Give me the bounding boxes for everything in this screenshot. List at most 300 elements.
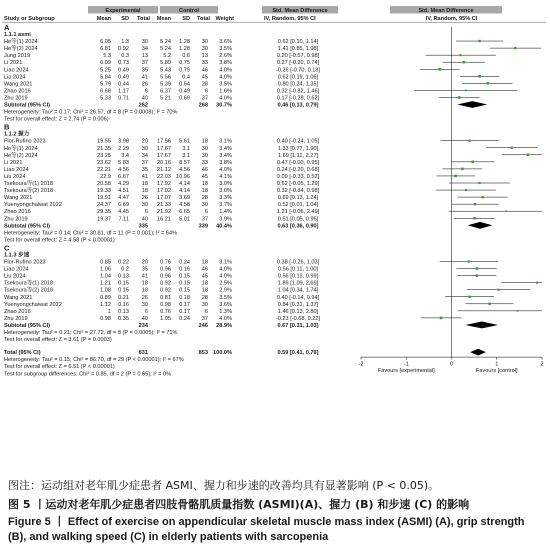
study-row-1-7-weight: 3.0% (219, 188, 232, 195)
study-row-1-1-s1: 2.29 (118, 145, 129, 152)
study-row-2-3-n2: 18 (201, 280, 208, 287)
study-row-2-3-name: Tsekoura等(1) 2018 (4, 280, 54, 287)
study-row-2-3-s1: 0.15 (118, 280, 129, 287)
study-row-2-5-n1: 26 (141, 294, 148, 301)
study-row-0-4-ci: -0.26 [-0.70, 0.18] (275, 67, 321, 74)
header-smd-plot: Std. Mean Difference (418, 7, 474, 14)
study-row-1-3-n2: 33 (201, 159, 208, 166)
study-row-2-2-name: Liu 2024 (4, 273, 26, 280)
study-row-1-3-s1: 5.83 (118, 159, 129, 166)
study-row-2-7-m1: 1 (107, 308, 111, 315)
footer-line-1: Test for overall effect: Z = 6.51 (P < 0.00001) (4, 364, 115, 371)
study-row-2-1-ci: 0.56 [0.11, 1.00] (277, 266, 319, 273)
study-row-0-1-s1: 0.92 (118, 46, 129, 53)
study-row-2-0-m2: 0.76 (160, 259, 171, 266)
study-row-2-8-s1: 0.35 (118, 315, 129, 322)
study-row-0-2-m2: 5.2 (163, 53, 171, 60)
study-row-0-0-s1: 1.3 (121, 39, 129, 46)
study-row-1-11-weight: 3.9% (219, 216, 232, 223)
study-row-0-0-name: He等(1) 2024 (4, 39, 38, 46)
study-row-0-8-m2: 5.21 (160, 95, 171, 102)
study-row-0-5-ci: 0.62 [0.19, 1.06] (277, 74, 319, 81)
study-row-1-9-n1: 30 (141, 202, 148, 209)
study-row-1-2-ci: 1.69 [1.11, 2.27] (277, 152, 319, 159)
study-row-2-5-box (468, 296, 470, 298)
study-row-2-2-m2: 0.96 (160, 273, 171, 280)
study-row-2-4-box (497, 289, 499, 291)
study-row-1-9-weight: 3.7% (219, 202, 232, 209)
study-row-0-4-box (438, 68, 441, 71)
footer-line-2: Test for subgroup differences: Chi² = 0.85, df = 2 (P = 0.65), I² = 0% (4, 371, 172, 378)
study-row-1-3-box (472, 161, 475, 164)
study-row-0-6-name: Wang 2021 (4, 81, 33, 88)
study-row-0-8-s2: 0.69 (179, 95, 190, 102)
study-row-1-6-weight: 3.0% (219, 181, 232, 187)
study-row-1-5-ci: 0.09 [-0.33, 0.52] (276, 173, 320, 180)
study-row-1-4-s1: 4.56 (118, 166, 129, 173)
study-row-0-2-weight: 2.6% (219, 53, 232, 60)
study-row-0-8-weight: 4.0% (219, 95, 232, 102)
subtotal-0-n1: 262 (138, 102, 148, 109)
study-row-0-7-n2: 6 (204, 88, 208, 95)
study-row-0-8-m1: 5.33 (100, 95, 111, 102)
study-row-1-3-name: Li 2021 (4, 159, 23, 166)
study-row-2-5-n2: 28 (201, 294, 208, 301)
study-row-2-8-box (440, 317, 443, 320)
study-row-1-4-name: Liao 2024 (4, 166, 29, 173)
study-row-1-11-n2: 37 (201, 216, 208, 223)
study-row-1-10-n2: 6 (204, 209, 208, 216)
study-row-2-8-m2: 1.05 (160, 315, 171, 322)
study-row-1-8-box (482, 196, 484, 198)
study-row-2-5-name: Wang 2021 (4, 294, 33, 301)
study-row-2-2-weight: 4.0% (219, 273, 232, 280)
study-row-0-1-n1: 34 (141, 46, 148, 53)
study-row-0-4-s1: 0.49 (118, 67, 129, 74)
study-row-0-8-name: Zhu 2019 (4, 95, 28, 102)
study-row-1-1-m2: 17.67 (157, 145, 171, 152)
study-row-0-3-m1: 6.09 (100, 60, 111, 67)
study-row-1-0-m2: 17.56 (157, 138, 171, 145)
study-row-1-4-s2: 4.56 (179, 166, 190, 173)
x-tick-label-4: 2 (540, 361, 544, 368)
study-row-2-4-ci: 1.04 [0.34, 1.74] (277, 287, 319, 294)
study-row-0-7-m1: 6.68 (100, 88, 111, 95)
study-row-1-10-s2: 6.65 (179, 209, 190, 216)
study-row-1-0-n1: 20 (141, 138, 148, 145)
study-row-2-5-m2: 0.81 (160, 294, 171, 301)
study-row-1-2-m1: 23.25 (97, 152, 111, 159)
study-row-1-7-n2: 18 (201, 188, 208, 195)
study-row-2-8-n2: 37 (201, 315, 208, 322)
study-row-1-9-name: Yuenyongchaiwat 2022 (4, 202, 62, 209)
study-row-0-7-weight: 1.6% (219, 88, 232, 95)
study-row-1-7-m1: 19.33 (97, 188, 111, 195)
study-row-1-7-n1: 18 (141, 188, 148, 195)
study-row-1-1-weight: 3.4% (219, 145, 232, 152)
study-row-2-0-n2: 18 (201, 259, 208, 266)
subtotal-2-label: Subtotal (95% CI) (4, 322, 50, 329)
study-row-2-6-n1: 30 (141, 301, 148, 308)
subtotal-1-weight: 40.4% (216, 223, 232, 230)
study-row-1-4-box (461, 168, 464, 171)
study-row-1-1-n2: 30 (201, 145, 208, 152)
col-smd-method: IV, Random, 95% CI (264, 16, 316, 22)
study-row-0-5-m1: 5.84 (100, 74, 111, 81)
study-row-1-6-s2: 4.14 (179, 181, 190, 187)
total-label: Total (95% CI) (4, 350, 41, 357)
col-weight: Weight (215, 16, 234, 22)
study-row-2-8-m1: 0.98 (100, 315, 111, 322)
study-row-2-4-name: Tsekoura等(2) 2018 (4, 287, 54, 294)
study-row-0-6-s2: 0.54 (179, 81, 190, 88)
study-row-1-4-weight: 4.0% (219, 166, 232, 173)
study-row-1-9-ci: 0.52 [0.01, 1.04] (277, 202, 319, 209)
study-row-1-6-n2: 18 (201, 181, 208, 187)
study-row-0-7-name: Zhao 2016 (4, 88, 31, 95)
study-row-1-9-m2: 21.33 (157, 202, 171, 209)
study-row-1-10-n1: 6 (144, 209, 148, 216)
study-row-2-6-weight: 3.6% (219, 301, 232, 308)
subgroup-title-2: 1.1.3 步速 (4, 252, 30, 259)
figure-title-cn: 图 5 丨运动对老年肌少症患者四肢骨骼肌质量指数 (ASMI)(A)、握力 (B) 和步速 (C) 的影响 (8, 498, 470, 511)
favours-left: Favours [experimental] (377, 368, 435, 375)
subtotal-1-ci: 0.63 [0.36, 0.90] (277, 223, 319, 230)
study-row-0-5-box (478, 75, 481, 78)
study-row-1-1-ci: 1.33 [0.77, 1.90] (277, 145, 319, 152)
subtotal-0-diamond (457, 101, 487, 108)
col-mean-exp: Mean (96, 16, 111, 22)
header-smd: Std. Mean Difference (272, 7, 328, 14)
study-row-2-1-m2: 0.96 (160, 266, 171, 273)
study-row-1-0-box (468, 140, 470, 142)
study-row-2-4-s1: 0.15 (118, 287, 129, 294)
study-row-1-8-m1: 19.91 (97, 195, 111, 202)
study-row-1-11-n1: 40 (141, 216, 148, 223)
study-row-0-4-weight: 4.0% (219, 67, 232, 74)
subtotal-2-ci: 0.67 [0.31, 1.03] (277, 322, 319, 329)
study-row-1-5-weight: 4.1% (219, 173, 232, 180)
study-row-2-1-s2: 0.16 (179, 266, 190, 273)
study-row-0-2-m1: 5.3 (103, 53, 111, 60)
study-row-1-10-name: Zhao 2016 (4, 209, 31, 216)
study-row-0-5-n1: 41 (141, 74, 148, 81)
study-row-2-0-n1: 20 (141, 259, 148, 266)
study-row-2-8-ci: -0.23 [-0.68, 0.22] (275, 315, 321, 322)
study-row-2-1-name: Liao 2024 (4, 266, 29, 273)
x-tick-label-3: 1 (495, 361, 499, 368)
study-row-0-2-s2: 0.6 (182, 53, 190, 60)
study-row-1-10-m1: 29.35 (97, 209, 111, 216)
study-row-0-5-m2: 5.56 (160, 74, 171, 81)
study-row-1-5-box (454, 175, 457, 178)
study-row-1-9-n2: 30 (201, 202, 208, 209)
study-row-2-1-s1: 0.2 (121, 266, 129, 273)
study-row-1-9-m1: 24.37 (97, 202, 111, 209)
study-row-1-11-m2: 16.21 (157, 216, 171, 223)
study-row-2-8-weight: 4.0% (219, 315, 232, 322)
study-row-2-4-m2: 0.92 (160, 287, 171, 294)
study-row-2-6-s1: 0.16 (118, 301, 129, 308)
study-row-2-8-s2: 0.24 (179, 315, 190, 322)
study-row-1-6-m2: 17.92 (157, 181, 171, 187)
study-row-1-3-m1: 23.62 (97, 159, 111, 166)
study-row-0-4-m1: 5.25 (100, 67, 111, 74)
study-row-2-3-weight: 2.5% (219, 280, 232, 287)
study-row-1-7-s1: 4.51 (118, 188, 129, 195)
study-row-2-6-n2: 30 (201, 301, 208, 308)
study-row-0-0-box (478, 40, 480, 42)
subtotal-2-n2: 246 (198, 322, 208, 329)
study-row-0-1-n2: 30 (201, 46, 208, 53)
study-row-0-7-box (465, 90, 467, 92)
study-row-1-10-m2: 21.92 (157, 209, 171, 216)
footer-line-0: Heterogeneity: Tau² = 0.15; Chi² = 86.70, df = 29 (P < 0.00001); I² = 67% (4, 357, 184, 364)
study-row-1-8-name: Wang 2021 (4, 195, 33, 202)
study-row-0-3-box (462, 61, 465, 64)
study-row-0-6-n2: 28 (201, 81, 208, 88)
study-row-1-7-box (465, 189, 467, 191)
study-row-1-11-s2: 5.01 (179, 216, 190, 223)
study-row-1-1-name: He等(1) 2024 (4, 145, 38, 152)
study-row-1-5-name: Liu 2024 (4, 173, 26, 180)
study-row-0-5-s1: 0.49 (118, 74, 129, 81)
subgroup-letter-a: A (4, 23, 10, 32)
study-row-0-6-box (486, 82, 488, 84)
study-row-1-2-weight: 3.4% (219, 152, 232, 159)
study-row-1-11-m1: 19.37 (97, 216, 111, 223)
study-row-1-2-n1: 34 (141, 152, 148, 159)
study-row-2-0-name: Flor-Rufino 2023 (4, 259, 46, 266)
col-sd-ctl: SD (182, 16, 190, 22)
total-weight: 100.0% (213, 350, 232, 357)
study-row-0-7-n1: 6 (144, 88, 148, 95)
total-ci: 0.59 [0.41, 0.76] (277, 350, 319, 357)
col-total-exp: Total (137, 16, 150, 22)
study-row-1-0-s1: 3.98 (118, 138, 129, 145)
overall-effect-0: Test for overall effect: Z = 2.74 (P = 0.006) (4, 116, 109, 123)
study-row-2-5-m1: 0.89 (100, 294, 111, 301)
study-row-2-2-s2: 0.15 (179, 273, 190, 280)
study-row-0-8-n2: 37 (201, 95, 208, 102)
study-row-0-2-n1: 13 (141, 53, 148, 60)
study-row-0-0-m2: 5.24 (160, 39, 171, 46)
study-row-1-5-m1: 22.9 (100, 173, 111, 180)
study-row-0-1-weight: 3.5% (219, 46, 232, 53)
study-row-2-3-box (536, 282, 538, 284)
study-row-0-1-box (514, 47, 516, 49)
study-row-1-7-name: Tsekoura等(2) 2018 (4, 188, 54, 195)
study-row-1-6-ci: 0.62 [-0.05, 1.29] (276, 181, 320, 187)
study-row-2-8-n1: 40 (141, 315, 148, 322)
study-row-0-3-m2: 5.89 (160, 60, 171, 67)
study-row-2-7-weight: 1.3% (219, 308, 232, 315)
study-row-0-1-name: He等(2) 2024 (4, 46, 38, 53)
study-row-2-6-ci: 0.84 [0.31, 1.37] (277, 301, 319, 308)
study-row-2-1-n1: 35 (141, 266, 148, 273)
study-row-2-2-n2: 45 (201, 273, 208, 280)
study-row-0-3-n1: 37 (141, 60, 148, 67)
study-row-1-11-name: Zhu 2019 (4, 216, 28, 223)
study-row-1-1-m1: 21.35 (97, 145, 111, 152)
study-row-0-6-n1: 26 (141, 81, 148, 88)
study-row-1-2-s2: 3.1 (182, 152, 190, 159)
study-row-0-8-s1: 0.71 (118, 95, 129, 102)
study-row-2-6-name: Yuenyongchaiwat 2022 (4, 301, 62, 308)
study-row-1-6-name: Tsekoura等(1) 2018 (4, 181, 54, 187)
study-row-0-7-m2: 6.37 (160, 88, 171, 95)
study-row-0-0-ci: 0.62 [0.10, 1.14] (277, 39, 319, 46)
subtotal-1-n1: 335 (138, 223, 148, 230)
study-row-1-0-m1: 19.55 (97, 138, 111, 145)
study-row-1-10-s1: 4.45 (118, 209, 129, 216)
study-row-2-5-weight: 3.5% (219, 294, 232, 301)
study-row-1-7-s2: 4.14 (179, 188, 190, 195)
study-row-0-1-ci: 1.41 [0.85, 1.98] (277, 46, 319, 53)
col-mean-ctl: Mean (156, 16, 171, 22)
study-row-2-2-m1: 1.04 (100, 273, 111, 280)
study-row-0-6-m1: 5.79 (100, 81, 111, 88)
study-row-1-5-n1: 41 (141, 173, 148, 180)
study-row-0-5-weight: 4.0% (219, 74, 232, 81)
study-row-0-6-m2: 5.39 (160, 81, 171, 88)
study-row-0-2-name: Jung 2019 (4, 53, 31, 60)
overall-effect-1: Test for overall effect: Z = 4.58 (P < 0.00001) (4, 237, 115, 244)
study-row-1-2-s1: 3.4 (121, 152, 129, 159)
total-diamond (470, 349, 486, 356)
subtotal-2-weight: 28.9% (216, 322, 232, 329)
study-row-2-2-box (476, 274, 479, 277)
study-row-1-2-box (527, 154, 529, 156)
subtotal-0-ci: 0.46 [0.13, 0.79] (277, 102, 319, 109)
study-row-2-4-weight: 2.9% (219, 287, 232, 294)
study-row-0-2-n2: 13 (201, 53, 208, 60)
study-row-1-4-n2: 46 (201, 166, 208, 173)
study-row-1-3-m2: 20.16 (157, 159, 171, 166)
study-row-2-3-m1: 1.21 (100, 280, 111, 287)
col-study: Study or Subgroup (4, 16, 55, 22)
figure-title-en: Figure 5 丨 Effect of exercise on appendicular skeletal muscle mass index (ASMI) (A), grip strength (B), and walking speed (C) in elderly patients with sarcopenia (8, 516, 525, 543)
subtotal-1-n2: 339 (198, 223, 208, 230)
study-row-1-0-ci: 0.40 [-0.24, 1.05] (276, 138, 320, 145)
study-row-2-6-s2: 0.17 (179, 301, 190, 308)
study-row-1-1-s2: 3.1 (182, 145, 190, 152)
study-row-0-8-ci: 0.17 [-0.28, 0.62] (276, 95, 320, 102)
subtotal-0-label: Subtotal (95% CI) (4, 102, 50, 109)
study-row-1-2-m2: 17.67 (157, 152, 171, 159)
study-row-2-7-n1: 6 (144, 308, 148, 315)
study-row-0-7-s2: 0.49 (179, 88, 190, 95)
study-row-2-5-s1: 0.21 (118, 294, 129, 301)
study-row-0-5-name: Liu 2024 (4, 74, 26, 81)
study-row-0-3-ci: 0.27 [-0.20, 0.74] (276, 60, 320, 67)
study-row-1-6-s1: 4.29 (118, 181, 129, 187)
study-row-0-2-box (459, 54, 461, 56)
study-row-0-1-m1: 6.81 (100, 46, 111, 53)
study-row-1-1-n1: 30 (141, 145, 148, 152)
study-row-2-7-s1: 0.13 (118, 308, 129, 315)
study-row-1-8-s2: 3.69 (179, 195, 190, 202)
study-row-1-8-weight: 3.3% (219, 195, 232, 202)
study-row-1-3-n1: 37 (141, 159, 148, 166)
study-row-0-3-s1: 0.73 (118, 60, 129, 67)
study-row-1-0-s2: 5.61 (179, 138, 190, 145)
study-row-2-7-box (517, 310, 519, 312)
heterogeneity-1: Heterogeneity: Tau² = 0.14; Chi² = 30.81, df = 11 (P = 0.001); I² = 64% (4, 230, 178, 237)
subgroup-letter-c: C (4, 243, 10, 253)
study-row-2-3-ci: 1.89 [1.09, 2.69] (277, 280, 319, 287)
study-row-1-4-m2: 21.12 (157, 166, 171, 173)
study-row-2-7-name: Zhao 2016 (4, 308, 31, 315)
study-row-2-0-s1: 0.22 (118, 259, 129, 266)
study-row-0-0-n2: 30 (201, 39, 208, 46)
study-row-1-9-s2: 4.58 (179, 202, 190, 209)
subtotal-0-weight: 30.7% (216, 102, 232, 109)
study-row-1-6-n1: 18 (141, 181, 148, 187)
study-row-0-5-s2: 0.4 (182, 74, 190, 81)
x-tick-label-0: -2 (358, 361, 364, 368)
study-row-2-3-s2: 0.15 (179, 280, 190, 287)
study-row-2-1-m1: 1.06 (100, 266, 111, 273)
study-row-1-2-name: He等(2) 2024 (4, 152, 38, 159)
study-row-1-8-n1: 26 (141, 195, 148, 202)
study-row-2-4-n2: 18 (201, 287, 208, 294)
study-row-1-4-m1: 22.21 (97, 166, 111, 173)
study-row-2-8-name: Zhu 2019 (4, 315, 28, 322)
study-row-2-1-weight: 4.0% (219, 266, 232, 273)
total-n1: 831 (138, 350, 148, 357)
study-row-1-0-weight: 3.1% (219, 138, 232, 145)
study-row-2-4-m1: 1.08 (100, 287, 111, 294)
study-row-0-0-weight: 3.6% (219, 39, 232, 46)
study-row-0-7-ci: 0.32 [-0.82, 1.46] (276, 88, 320, 95)
study-row-2-7-n2: 6 (204, 308, 208, 315)
study-row-2-7-ci: 1.46 [0.13, 2.80] (277, 308, 319, 315)
study-row-0-3-n2: 33 (201, 60, 208, 67)
subtotal-1-label: Subtotal (95% CI) (4, 223, 50, 230)
study-row-1-5-n2: 45 (201, 173, 208, 180)
study-row-0-7-s1: 1.17 (118, 88, 129, 95)
study-row-1-11-box (473, 217, 476, 220)
study-row-0-4-name: Liao 2024 (4, 67, 29, 74)
study-row-2-5-s2: 0.18 (179, 294, 190, 301)
x-tick-label-1: -1 (403, 361, 409, 368)
study-row-1-11-ci: 0.51 [0.05, 0.96] (277, 216, 319, 223)
study-row-1-4-ci: 0.24 [-0.20, 0.68] (276, 166, 320, 173)
study-row-1-5-m2: 22.03 (157, 173, 171, 180)
study-row-1-6-box (478, 182, 480, 184)
study-row-1-2-n2: 30 (201, 152, 208, 159)
study-row-1-3-ci: 0.47 [-0.00, 0.95] (276, 159, 320, 166)
study-row-1-7-m2: 17.92 (157, 188, 171, 195)
study-row-1-9-box (474, 203, 476, 205)
header-experimental: Experimental (105, 7, 141, 14)
x-tick-label-2: 0 (449, 361, 454, 368)
study-row-0-1-s2: 1.28 (179, 46, 190, 53)
study-row-2-7-s2: 0.17 (179, 308, 190, 315)
col-total-ctl: Total (197, 16, 210, 22)
study-row-1-1-box (510, 147, 512, 149)
study-row-0-4-m2: 5.43 (160, 67, 171, 74)
study-row-0-0-m1: 6.05 (100, 39, 111, 46)
study-row-0-4-n1: 35 (141, 67, 148, 74)
study-row-2-0-s2: 0.24 (179, 259, 190, 266)
subtotal-2-diamond (466, 322, 499, 329)
study-row-1-0-name: Flor-Rufino 2023 (4, 138, 46, 145)
study-row-1-8-ci: 0.69 [0.13, 1.24] (277, 195, 319, 202)
study-row-0-5-n2: 45 (201, 74, 208, 81)
study-row-0-3-name: Li 2021 (4, 60, 23, 67)
